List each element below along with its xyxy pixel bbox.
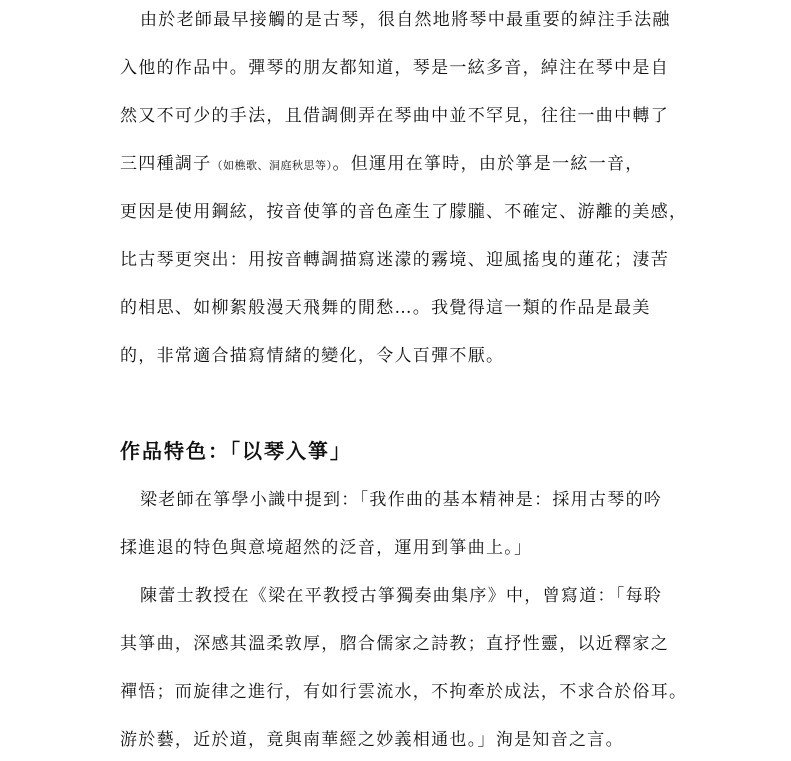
paragraph3-line3: 禪悟；而旋律之進行，有如行雲流水，不拘牽於成法，不求合於俗耳。 (120, 682, 688, 702)
paragraph2-line1: 梁老師在箏學小識中提到：「我作曲的基本精神是：採用古琴的吟 (140, 490, 663, 510)
paragraph1-line4-start: 三四種調子 (120, 154, 212, 174)
paragraph1-line2: 入他的作品中。彈琴的朋友都知道，琴是一絃多音，綽注在琴中是自 (120, 58, 669, 78)
paragraph1-line3: 然又不可少的手法，且借調側弄在琴曲中並不罕見，往往一曲中轉了 (120, 106, 669, 126)
paragraph1-line1: 由於老師最早接觸的是古琴，很自然地將琴中最重要的綽注手法融 (140, 10, 671, 30)
paragraph1-line4-end: 。但運用在箏時，由於箏是一絃一音， (332, 154, 644, 174)
paragraph3-line4: 游於藝，近於道，竟與南華經之妙義相通也。」洵是知音之言。 (120, 730, 624, 750)
paragraph2-line2: 揉進退的特色與意境超然的泛音，運用到箏曲上。」 (120, 538, 533, 558)
section-heading: 作品特色：「以琴入箏」 (120, 439, 352, 463)
paragraph1-line4 (120, 152, 680, 178)
paragraph1-line8: 的，非常適合描寫情緒的變化，令人百彈不厭。 (120, 346, 505, 366)
paragraph1-line7: 的相思、如柳絮般漫天飛舞的閒愁…。我覺得這一類的作品是最美 (120, 298, 651, 318)
paragraph3-line2: 其箏曲，深感其溫柔敦厚，脗合儒家之詩教；直抒性靈，以近釋家之 (120, 634, 669, 654)
paragraph1-line5: 更因是使用鋼絃，按音使箏的音色產生了朦朧、不確定、游離的美感， (120, 202, 688, 222)
paragraph1-line6: 比古琴更突出：用按音轉調描寫迷濛的霧境、迎風搖曳的蓮花；淒苦 (120, 250, 669, 270)
paragraph3-line1: 陳蕾士教授在《梁在平教授古箏獨奏曲集序》中，曾寫道：「每聆 (140, 586, 663, 606)
paragraph1-line4-note: （如樵歌、洞庭秋思等） (211, 159, 333, 172)
